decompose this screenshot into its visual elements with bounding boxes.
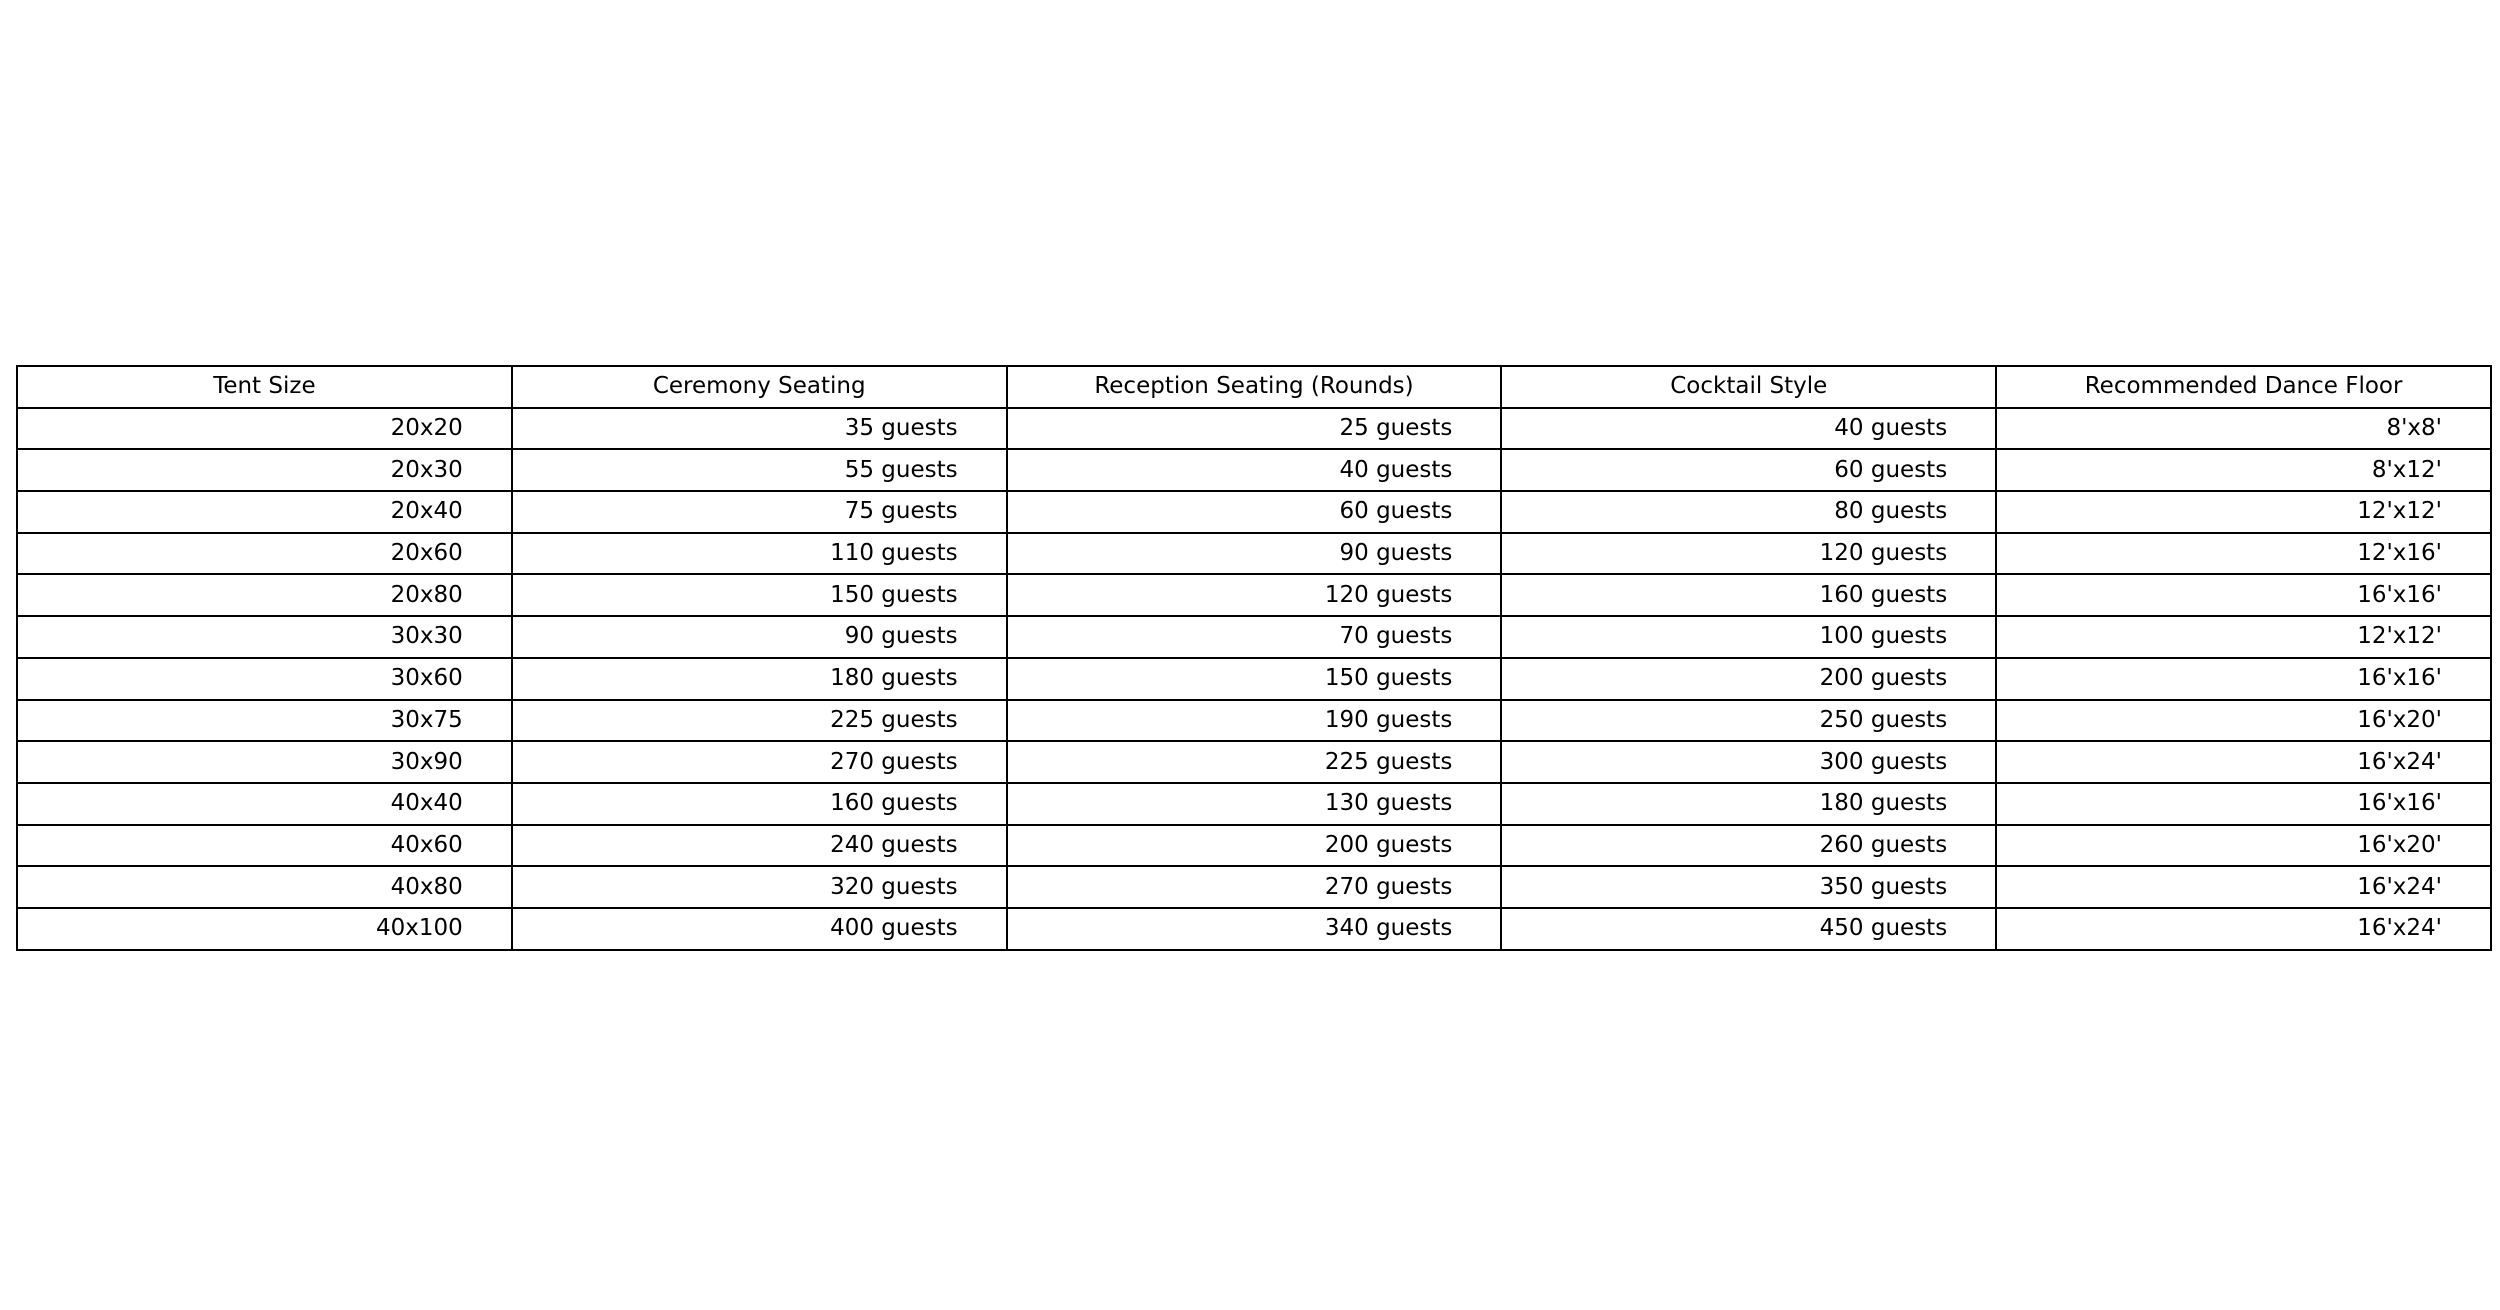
table-cell: 16'x24' xyxy=(1996,908,2491,950)
table-row xyxy=(17,574,2491,616)
table-cell: 225 guests xyxy=(1007,741,1502,783)
table-cell: 20x80 xyxy=(17,574,512,616)
table-cell: 12'x16' xyxy=(1996,533,2491,575)
table-cell: 110 guests xyxy=(512,533,1007,575)
table-cell: 20x20 xyxy=(17,408,512,450)
table-cell: 70 guests xyxy=(1007,616,1502,658)
table-cell: 120 guests xyxy=(1501,533,1996,575)
table-row xyxy=(17,741,2491,783)
column-header: Tent Size xyxy=(17,366,512,408)
table-cell: 16'x16' xyxy=(1996,783,2491,825)
table-cell: 225 guests xyxy=(512,700,1007,742)
table-cell: 200 guests xyxy=(1501,658,1996,700)
table-cell: 80 guests xyxy=(1501,491,1996,533)
table-cell: 130 guests xyxy=(1007,783,1502,825)
table-cell: 40x40 xyxy=(17,783,512,825)
table-cell: 8'x8' xyxy=(1996,408,2491,450)
table-cell: 30x75 xyxy=(17,700,512,742)
table-cell: 55 guests xyxy=(512,449,1007,491)
table-cell: 40x60 xyxy=(17,825,512,867)
table-cell: 180 guests xyxy=(512,658,1007,700)
table-cell: 160 guests xyxy=(512,783,1007,825)
table-row xyxy=(17,866,2491,908)
table-cell: 8'x12' xyxy=(1996,449,2491,491)
table-row xyxy=(17,533,2491,575)
table-row xyxy=(17,908,2491,950)
table-cell: 16'x20' xyxy=(1996,825,2491,867)
table-cell: 60 guests xyxy=(1501,449,1996,491)
table-cell: 16'x24' xyxy=(1996,866,2491,908)
table-cell: 16'x16' xyxy=(1996,658,2491,700)
table-cell: 450 guests xyxy=(1501,908,1996,950)
table-row xyxy=(17,825,2491,867)
table-row xyxy=(17,408,2491,450)
table-cell: 20x30 xyxy=(17,449,512,491)
table-row xyxy=(17,658,2491,700)
table-cell: 400 guests xyxy=(512,908,1007,950)
table-cell: 60 guests xyxy=(1007,491,1502,533)
table-row xyxy=(17,616,2491,658)
table-row xyxy=(17,783,2491,825)
table-cell: 350 guests xyxy=(1501,866,1996,908)
column-header: Reception Seating (Rounds) xyxy=(1007,366,1502,408)
table-cell: 180 guests xyxy=(1501,783,1996,825)
table-cell: 100 guests xyxy=(1501,616,1996,658)
table-cell: 20x40 xyxy=(17,491,512,533)
table-body xyxy=(17,408,2491,950)
table-cell: 40 guests xyxy=(1007,449,1502,491)
table-cell: 16'x16' xyxy=(1996,574,2491,616)
column-header: Recommended Dance Floor xyxy=(1996,366,2491,408)
table-cell: 150 guests xyxy=(1007,658,1502,700)
table-cell: 240 guests xyxy=(512,825,1007,867)
table-row xyxy=(17,491,2491,533)
table-cell: 30x60 xyxy=(17,658,512,700)
table-cell: 150 guests xyxy=(512,574,1007,616)
table-header xyxy=(17,366,2491,408)
table-row xyxy=(17,449,2491,491)
table-cell: 90 guests xyxy=(1007,533,1502,575)
table-cell: 30x90 xyxy=(17,741,512,783)
table-cell: 25 guests xyxy=(1007,408,1502,450)
column-header: Ceremony Seating xyxy=(512,366,1007,408)
table-cell: 20x60 xyxy=(17,533,512,575)
table-cell: 16'x20' xyxy=(1996,700,2491,742)
table-cell: 40x100 xyxy=(17,908,512,950)
table-cell: 12'x12' xyxy=(1996,491,2491,533)
column-header: Cocktail Style xyxy=(1501,366,1996,408)
table-cell: 35 guests xyxy=(512,408,1007,450)
table-cell: 270 guests xyxy=(512,741,1007,783)
table-cell: 75 guests xyxy=(512,491,1007,533)
table-cell: 16'x24' xyxy=(1996,741,2491,783)
tent-capacity-table xyxy=(16,365,2492,951)
table-cell: 40x80 xyxy=(17,866,512,908)
table-cell: 260 guests xyxy=(1501,825,1996,867)
table-cell: 190 guests xyxy=(1007,700,1502,742)
table-cell: 320 guests xyxy=(512,866,1007,908)
table-cell: 340 guests xyxy=(1007,908,1502,950)
table-cell: 270 guests xyxy=(1007,866,1502,908)
table-cell: 200 guests xyxy=(1007,825,1502,867)
header-row xyxy=(17,366,2491,408)
table-cell: 12'x12' xyxy=(1996,616,2491,658)
table-cell: 90 guests xyxy=(512,616,1007,658)
table-row xyxy=(17,700,2491,742)
table-cell: 160 guests xyxy=(1501,574,1996,616)
table-cell: 30x30 xyxy=(17,616,512,658)
table-cell: 250 guests xyxy=(1501,700,1996,742)
table-cell: 120 guests xyxy=(1007,574,1502,616)
table-cell: 40 guests xyxy=(1501,408,1996,450)
table-cell: 300 guests xyxy=(1501,741,1996,783)
